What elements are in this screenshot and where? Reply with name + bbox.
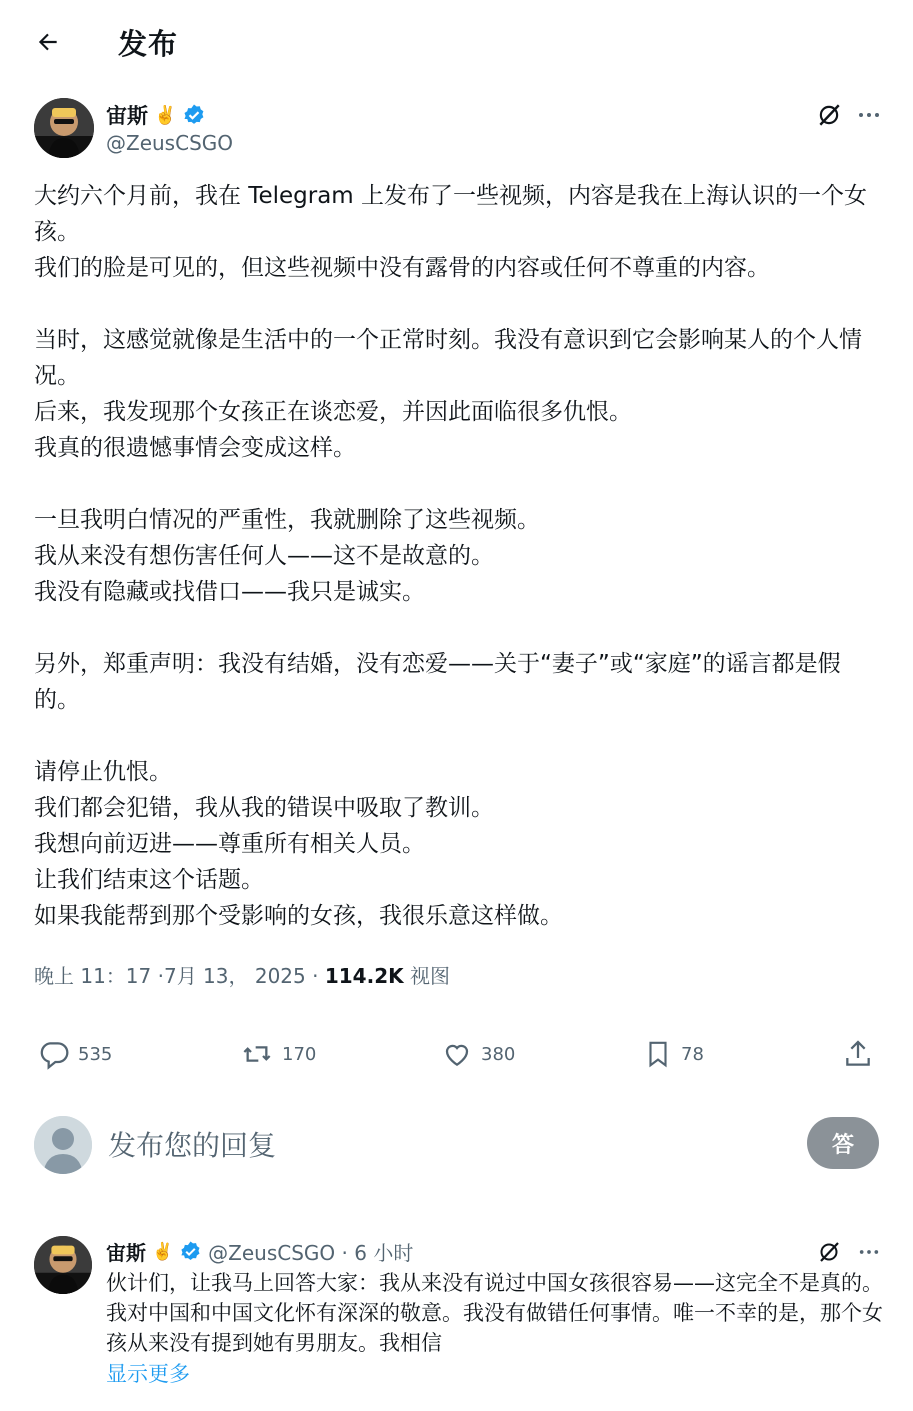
like-action[interactable] [441,1038,515,1070]
post-text [34,178,884,934]
reply-avatar[interactable] [34,1236,92,1294]
reply-verified-badge-icon [179,1240,202,1263]
post-paragraph [34,286,884,322]
back-button[interactable] [30,24,66,60]
more-icon [857,103,881,127]
reply-more-icon [858,1241,880,1263]
post-paragraph: 我没有隐藏或找借口——我只是诚实。 [34,579,425,605]
reply-handle-time[interactable]: @ZeusCSGO · 6 小时 [208,1241,414,1265]
post-paragraph: 让我们结束这个话题。 [34,867,264,893]
post-paragraph: 当时，这感觉就像是生活中的一个正常时刻。我没有意识到它会影响某人的个人情况。 [34,327,862,389]
post-paragraph: 如果我能帮到那个受影响的女孩，我很乐意这样做。 [34,903,563,929]
reply-more-button[interactable] [855,1238,883,1266]
reply-grok-button[interactable] [815,1238,843,1266]
post-paragraph: 后来，我发现那个女孩正在谈恋爱，并因此面临很多仇恨。 [34,399,632,425]
avatar[interactable] [34,98,94,158]
post-paragraph: 我们的脸是可见的，但这些视频中没有露骨的内容或任何不尊重的内容。 [34,255,770,281]
post-paragraph [34,610,884,646]
reply-text: 伙计们，让我马上回答大家：我从来没有说过中国女孩很容易——这完全不是真的。我对中国和中国文化怀有深深的敬意。我没有做错任何事情。唯一不幸的是，那个女孩从来没有提到她有男朋友。我相信 [106,1271,883,1355]
post-timestamp[interactable]: 晚上 11：17 ·7月 13， 2025 · [34,964,325,988]
repost-action[interactable] [240,1038,316,1070]
views-label: 视图 [403,964,450,988]
reply-input[interactable]: 发布您的回复 [108,1129,277,1162]
post-paragraph: 我真的很遗憾事情会变成这样。 [34,435,356,461]
share-action[interactable] [842,1038,874,1070]
page-title: 发布 [118,27,179,61]
post-paragraph: 我想向前迈进——尊重所有相关人员。 [34,831,425,857]
verified-badge-icon [182,103,206,127]
reply-submit-button[interactable]: 答 [807,1117,879,1169]
repost-icon [240,1038,274,1070]
bookmark-count: 78 [681,1043,704,1065]
post-paragraph: 一旦我明白情况的严重性，我就删除了这些视频。 [34,507,540,533]
reply-action[interactable] [38,1038,112,1070]
reply-grok-icon [817,1240,841,1264]
share-icon [842,1038,874,1070]
author-handle[interactable]: @ZeusCSGO [106,131,234,155]
reply-icon [38,1038,70,1070]
views-count: 114.2K [324,964,404,988]
post-meta [34,960,450,989]
author-line [106,100,206,130]
reply-author-name[interactable]: 宙斯 [106,1241,146,1265]
reply-peace-emoji: ✌️ [152,1241,174,1262]
grok-icon [816,102,842,128]
post-paragraph: 请停止仇恨。 [34,759,172,785]
reply-count: 535 [78,1043,113,1065]
peace-emoji: ✌️ [154,104,177,126]
show-more-link[interactable]: 显示更多 [106,1362,190,1386]
post-paragraph [34,466,884,502]
post-paragraph [34,718,884,754]
like-count: 380 [481,1043,516,1065]
post-paragraph: 我们都会犯错，我从我的错误中吸取了教训。 [34,795,494,821]
repost-count: 170 [282,1043,317,1065]
grok-button[interactable] [814,100,844,130]
reply-author-line [106,1237,413,1266]
bookmark-icon [643,1038,673,1070]
more-button[interactable] [854,100,884,130]
current-user-avatar[interactable] [34,1116,92,1174]
heart-icon [441,1038,473,1070]
author-name[interactable]: 宙斯 [106,104,148,128]
post-paragraph: 大约六个月前，我在 Telegram 上发布了一些视频，内容是我在上海认识的一个女孩。 [34,183,868,245]
post-paragraph: 另外，郑重声明：我没有结婚，没有恋爱——关于“妻子”或“家庭”的谣言都是假的。 [34,651,841,713]
bookmark-action[interactable] [643,1038,704,1070]
post-paragraph: 我从来没有想伤害任何人——这不是故意的。 [34,543,494,569]
back-arrow-icon [35,29,61,55]
